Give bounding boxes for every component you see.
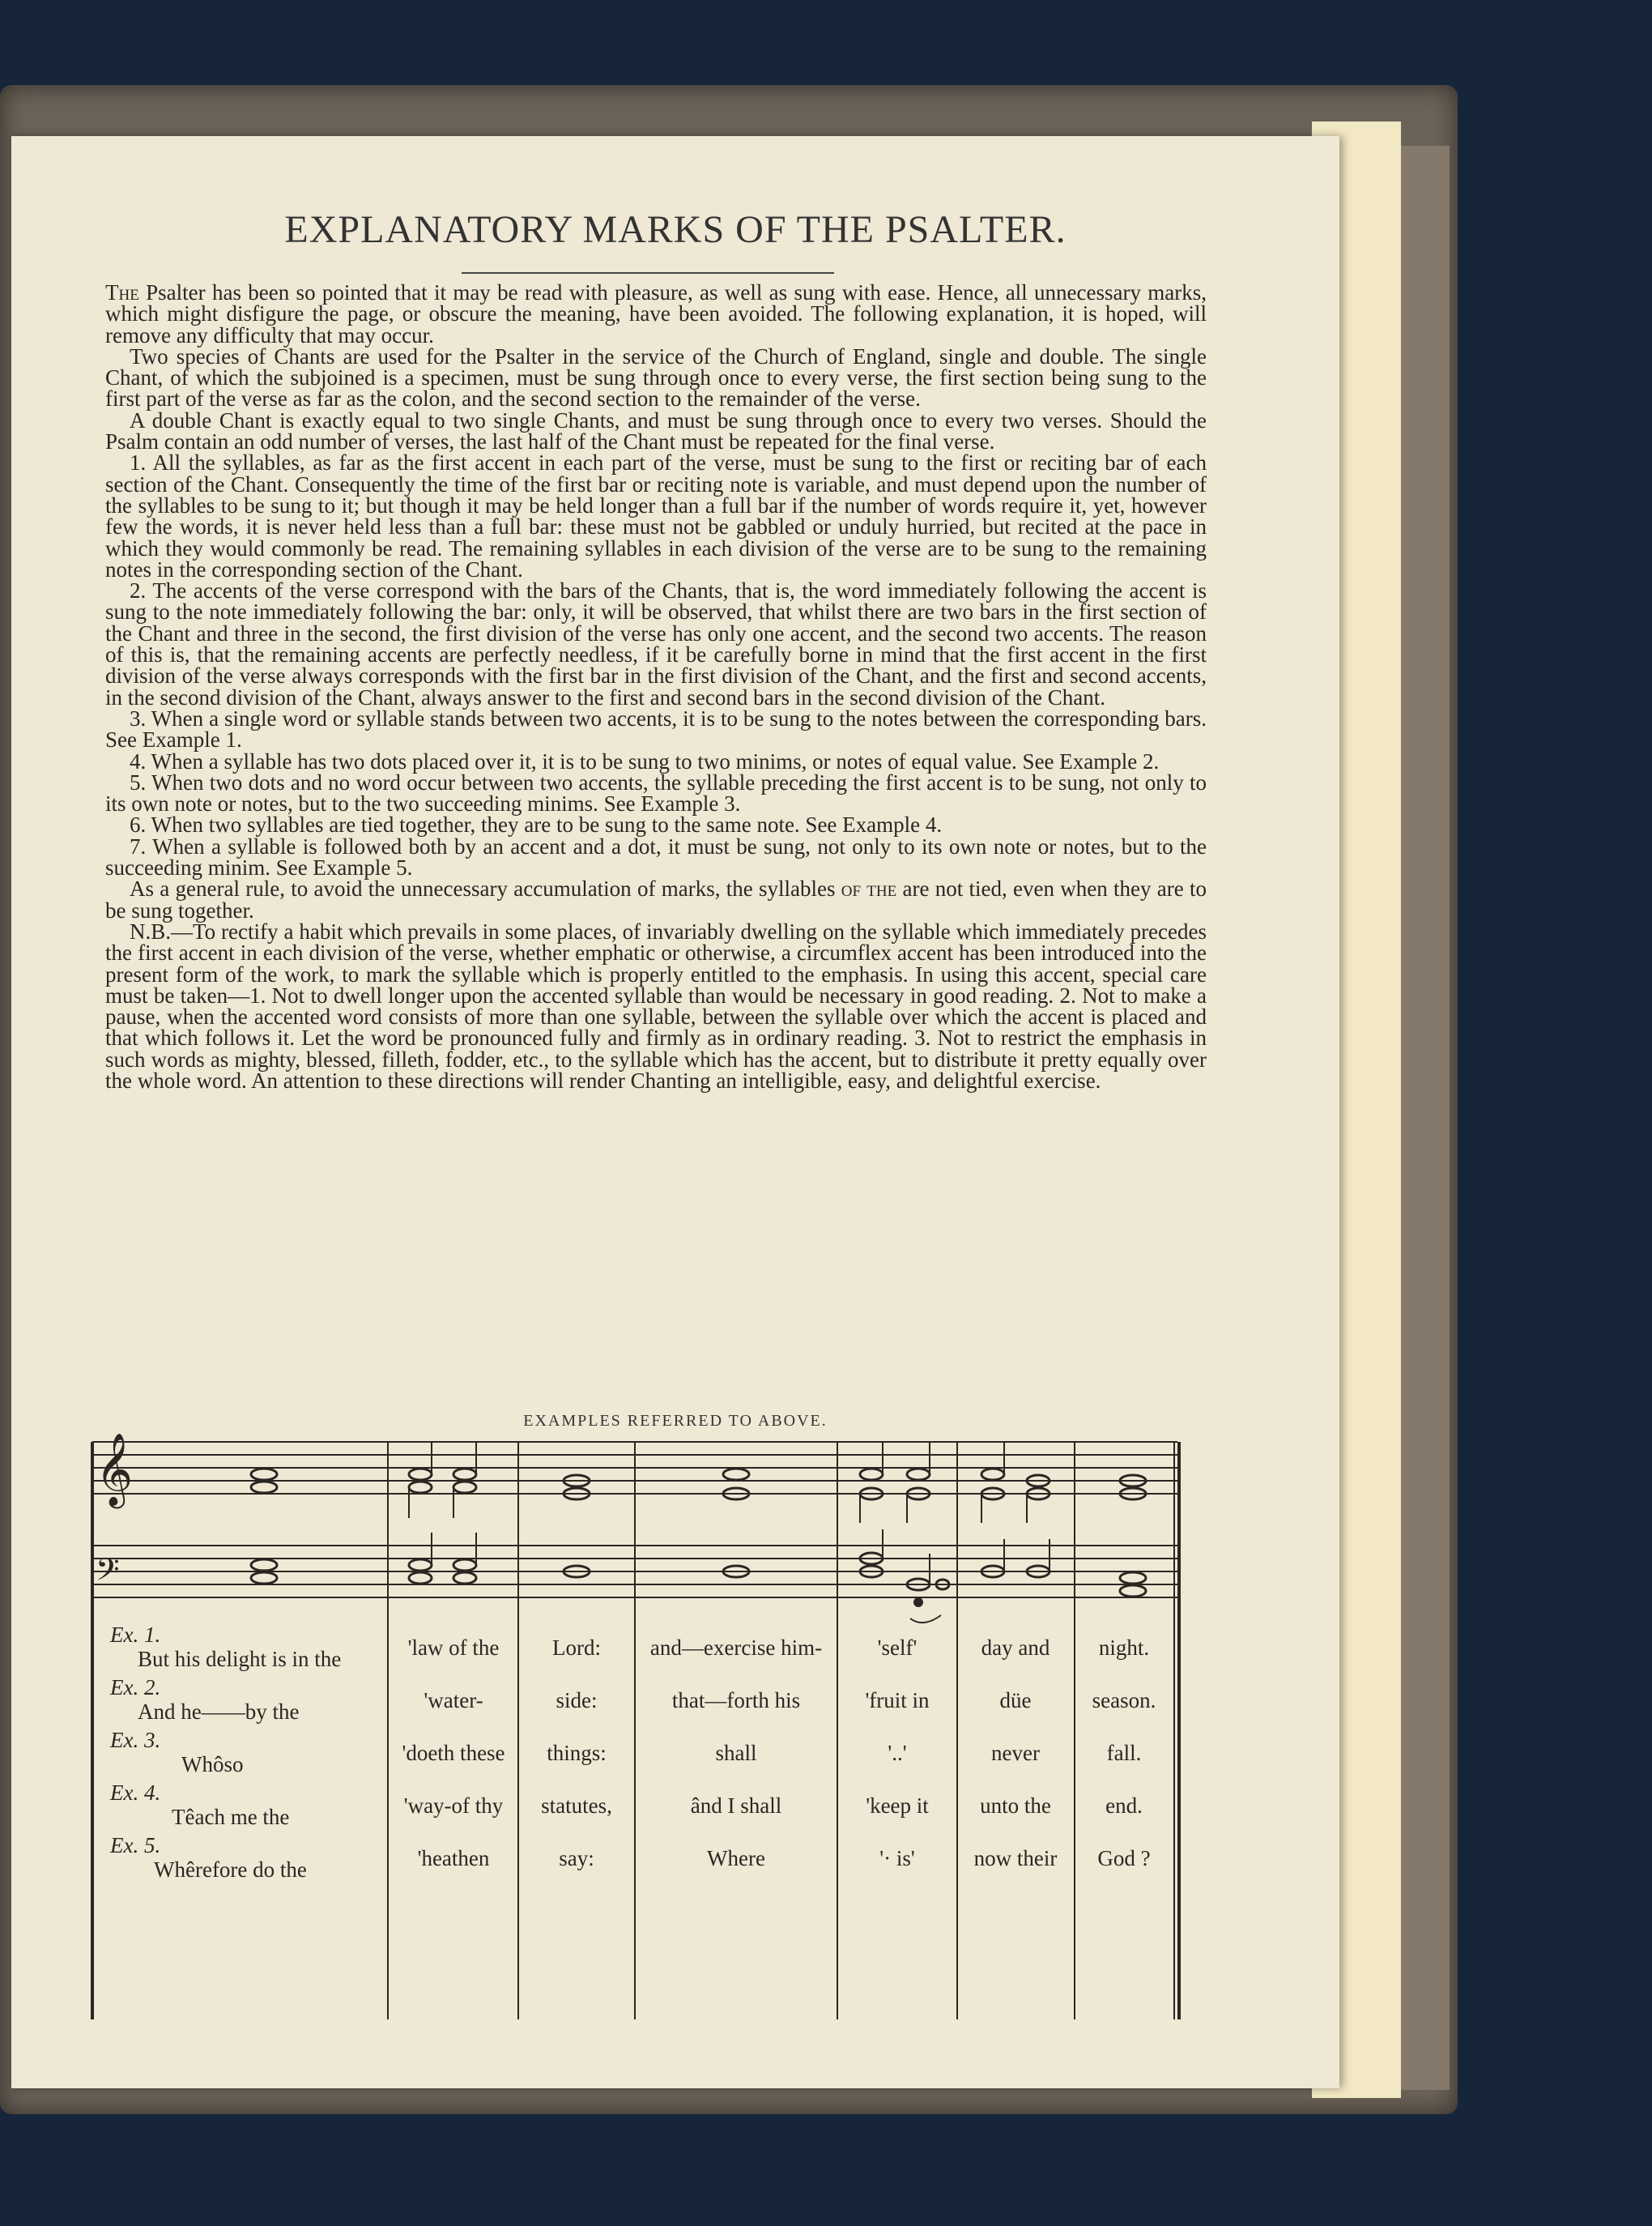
paragraph: A double Chant is exactly equal to two single Chants, and must be sung through once to every two verses. Should the Psalm contain an odd number of verses, the last half of the Chant must be repeated for the final verse.	[105, 407, 1207, 454]
note	[409, 1572, 432, 1584]
example-cell: '..'	[888, 1741, 907, 1765]
example-cell: 'doeth these	[402, 1741, 505, 1765]
paragraph: 3. When a single word or syllable stands between two accents, it is to be sung to the notes between the corresponding bars. See Example 1.	[105, 706, 1207, 753]
note	[409, 1482, 432, 1493]
example-cell: 'way-of thy	[403, 1793, 504, 1818]
bar-lines	[92, 1442, 1179, 2019]
paragraph: 5. When two dots and no word occur between two accents, the syllable preceding the first accent is to be sung, not only to its own note or notes, but to the two succeeding minims. See Example 3.	[105, 770, 1207, 817]
example-cell: God ?	[1097, 1846, 1151, 1870]
example-cell: 'water-	[424, 1688, 483, 1712]
example-cell: night.	[1098, 1635, 1150, 1660]
example-cell: never	[991, 1741, 1040, 1765]
example-cell: 'keep it	[866, 1793, 929, 1818]
example-cell: end.	[1105, 1793, 1143, 1818]
paragraph: Two species of Chants are used for the Psalter in the service of the Church of England, single and double. The single Chant, of which the subjoined is a specimen, must be sung through once to every verse, the first section being sung to the first part of the verse as far as the colon, and the second section to the remainder of the verse.	[105, 343, 1207, 412]
note	[453, 1469, 476, 1480]
example-cell: day and	[981, 1635, 1050, 1660]
treble-clef-icon: 𝄞	[96, 1433, 134, 1506]
example-cell: now their	[973, 1846, 1058, 1870]
dotted-note	[913, 1597, 923, 1607]
example-cell: fall.	[1106, 1741, 1142, 1765]
example-cell: Where	[707, 1846, 765, 1870]
example-cell: ând I shall	[690, 1793, 782, 1818]
note	[981, 1469, 1004, 1480]
paragraph: 7. When a syllable is followed both by an accent and a dot, it must be sung, not only to its own note or notes, but to the succeeding minim. See Example 5.	[105, 834, 1207, 881]
example-cell: and—exercise him-	[649, 1635, 823, 1660]
example-cell: Whôso	[181, 1752, 244, 1776]
stems	[409, 1442, 1050, 1584]
examples-heading: EXAMPLES REFERRED TO ABOVE.	[523, 1412, 828, 1430]
example-cell: say:	[559, 1846, 594, 1870]
note	[251, 1469, 277, 1480]
bass-clef-icon: 𝄢	[96, 1551, 120, 1595]
example-cell: shall	[715, 1741, 757, 1765]
paragraph: 6. When two syllables are tied together, they are to be sung to the same note. See Example 4.	[130, 812, 943, 838]
note	[453, 1482, 476, 1493]
paragraph: 2. The accents of the verse correspond with the bars of the Chants, that is, the word immediately following the accent is sung to the note immediately following the bar: only, it will be observed, that whilst there are two bars in the first section of the Chant and three in the second, the first division of the verse has only one accent, and the second two accents. The reason of this is, that the remaining accents are perfectly needless, if it be carefully borne in mind that the first accent in the first division of the verse always corresponds with the first bar in the first division of the Chant, and the first and second accents, in the second division of the Chant, always answer to the first and second bars in the second division of the Chant.	[105, 578, 1207, 710]
example-cell: 'law of the	[407, 1635, 500, 1660]
note	[1120, 1572, 1146, 1584]
note	[251, 1559, 277, 1571]
example-label: Ex. 4.	[110, 1780, 161, 1805]
example-cell: '· is'	[879, 1846, 915, 1870]
example-label: Ex. 1.	[110, 1623, 161, 1647]
noteheads	[251, 1469, 1146, 1597]
example-cell: things:	[547, 1741, 607, 1765]
example-cell: unto the	[980, 1793, 1051, 1818]
example-cell: season.	[1092, 1688, 1156, 1712]
example-label: Ex. 2.	[110, 1675, 161, 1699]
example-cell: Lord:	[552, 1635, 601, 1660]
example-cell: 'fruit in	[865, 1688, 930, 1712]
example-cell: that—forth his	[671, 1688, 801, 1712]
note	[251, 1572, 277, 1584]
note	[453, 1572, 476, 1584]
example-cell: And he——by the	[138, 1699, 300, 1724]
example-cell: 'self'	[877, 1635, 918, 1660]
example-cell: But his delight is in the	[138, 1647, 342, 1671]
example-label: Ex. 5.	[110, 1833, 161, 1857]
paragraph: 4. When a syllable has two dots placed over it, it is to be sung to two minims, or notes of equal value. See Example 2.	[130, 748, 1160, 774]
note	[860, 1469, 883, 1480]
example-cell: düe	[999, 1688, 1032, 1712]
note	[251, 1482, 277, 1493]
psalter-page	[11, 136, 1339, 2088]
paragraph: The Psalter has been so pointed that it may be read with pleasure, as well as sung with ease. Hence, all unnecessary marks, which might disfigure the page, or obscure the meaning, have been avoided. The following explanation, it is hoped, will remove any difficulty that may occur.	[105, 280, 1207, 348]
note	[723, 1469, 749, 1480]
note	[1120, 1585, 1146, 1597]
paragraph: N.B.—To rectify a habit which prevails in some places, of invariably dwelling on the syllable which immediately precedes the first accent in each division of the verse, whether emphatic or otherwise, a circumflex accent has been introduced into the present form of the work, to mark the syllable which is properly entitled to the emphasis. In using this accent, special care must be taken—1. Not to dwell longer upon the accented syllable than would be necessary in good reading. 2. Not to make a pause, when the accented word consists of more than one syllable, between the syllable over which the accent is placed and that which follows it. Let the word be pronounced fully and firmly as in ordinary reading. 3. Not to restrict the emphasis in such words as mighty, blessed, filleth, fodder, etc., to the syllable which has the accent, but to distribute it pretty equally over the whole word. An attention to these directions will render Chanting an intelligible, easy, and delightful exercise.	[105, 919, 1207, 1093]
note	[409, 1559, 432, 1571]
note	[409, 1469, 432, 1480]
page-title: EXPLANATORY MARKS OF THE PSALTER.	[284, 208, 1067, 251]
note	[907, 1469, 930, 1480]
tie-mark	[910, 1615, 941, 1623]
example-cell: statutes,	[541, 1793, 612, 1818]
example-cell: side:	[556, 1688, 598, 1712]
paragraph: As a general rule, to avoid the unnecessary accumulation of marks, the syllables of the are not tied, even when they are to be sung together.	[105, 876, 1207, 923]
example-cell: Têach me the	[172, 1805, 290, 1829]
example-label: Ex. 3.	[110, 1728, 161, 1752]
note	[453, 1559, 476, 1571]
example-cell: Whêrefore do the	[154, 1857, 307, 1882]
example-cell: 'heathen	[417, 1846, 490, 1870]
paragraph: 1. All the syllables, as far as the first accent in each part of the verse, must be sung to the first or reciting bar of each section of the Chant. Consequently the time of the first bar or reciting note is variable, and must depend upon the number of the syllables to be sung to it; but though it may be held longer than a full bar if the number of words require it, yet, however few the words, it is never held less than a full bar: these must not be gabbled or unduly hurried, but recited at the pace in which they would commonly be read. The remaining syllables in each division of the verse are to be sung to the remaining notes in the corresponding section of the Chant.	[105, 450, 1207, 582]
